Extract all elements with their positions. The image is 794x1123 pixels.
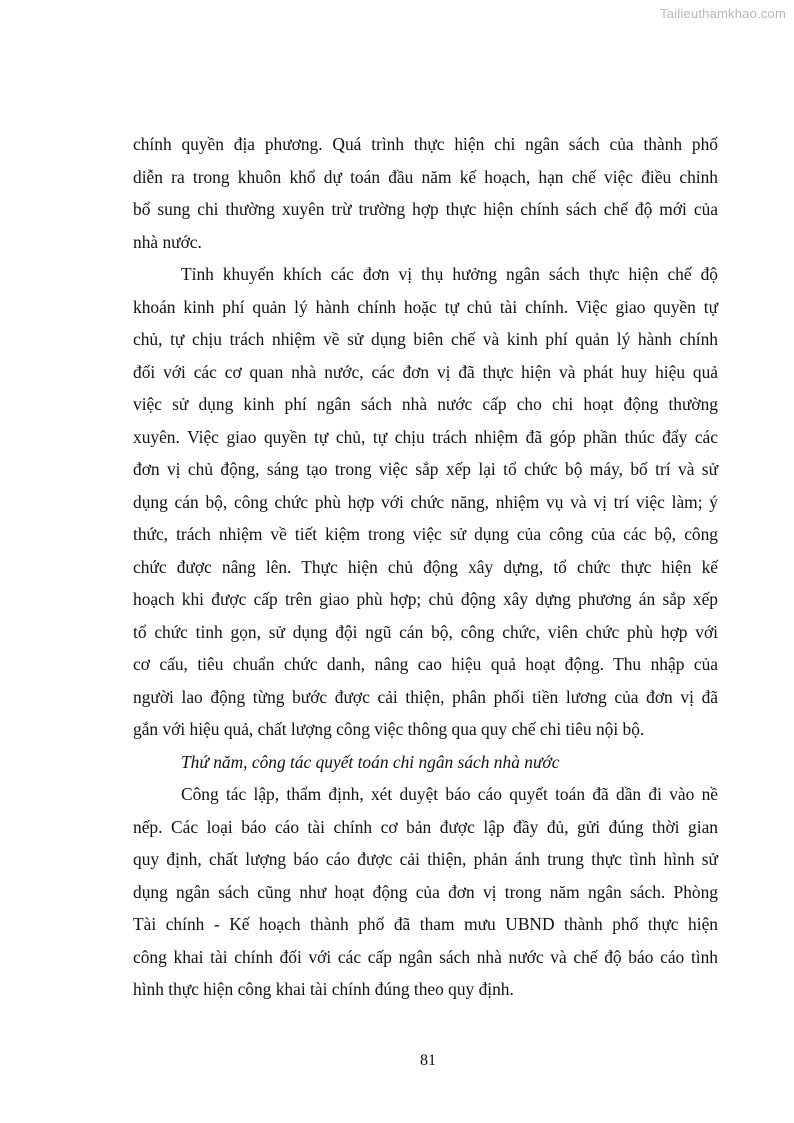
paragraph-first-line: Công tác lập, thẩm định, xét duyệt báo cáo quyết toán đã dần đi vào nề	[181, 784, 718, 804]
body-line: đơn vị chủ động, sáng tạo trong việc sắp xếp lại tổ chức bộ máy, bố trí và sử	[133, 459, 718, 479]
body-line: nhà nước.	[133, 231, 202, 252]
body-line: thức, trách nhiệm về tiết kiệm trong việc sử dụng của công của các bộ, công	[133, 524, 718, 544]
body-line: gắn với hiệu quả, chất lượng công việc thông qua quy chế chi tiêu nội bộ.	[133, 719, 645, 739]
body-line: hình thực hiện công khai tài chính đúng theo quy định.	[133, 979, 514, 999]
body-line: chức được nâng lên. Thực hiện chủ động xây dựng, tổ chức thực hiện kế	[133, 556, 718, 577]
section-heading: Thứ năm, công tác quyết toán chi ngân sách nhà nước	[181, 751, 560, 772]
page-body	[133, 128, 718, 1006]
body-line: việc sử dụng kinh phí ngân sách nhà nước cấp cho chi hoạt động thường	[133, 394, 718, 414]
body-line: công khai tài chính đối với các cấp ngân sách nhà nước và chế độ báo cáo tình	[133, 946, 718, 967]
body-line: cơ cấu, tiêu chuẩn chức danh, nâng cao hiệu quả hoạt động. Thu nhập của	[133, 654, 718, 674]
body-line: xuyên. Việc giao quyền tự chủ, tự chịu trách nhiệm đã góp phần thúc đẩy các	[133, 426, 718, 447]
body-line: bổ sung chi thường xuyên trừ trường hợp thực hiện chính sách chế độ mới của	[133, 199, 718, 219]
body-line: dụng cán bộ, công chức phù hợp với chức năng, nhiệm vụ và vị trí việc làm; ý	[133, 491, 718, 512]
body-line: đối với các cơ quan nhà nước, các đơn vị đã thực hiện và phát huy hiệu quả	[133, 361, 718, 382]
body-line: tổ chức tinh gọn, sử dụng đội ngũ cán bộ, công chức, viên chức phù hợp với	[133, 621, 718, 642]
body-line: người lao động từng bước được cải thiện, phân phối tiền lương của đơn vị đã	[133, 686, 718, 707]
paragraph-first-line: Tỉnh khuyến khích các đơn vị thụ hưởng ngân sách thực hiện chế độ	[181, 264, 718, 284]
body-line: nếp. Các loại báo cáo tài chính cơ bản được lập đầy đủ, gửi đúng thời gian	[133, 816, 718, 837]
watermark: Tailieuthamkhao.com	[660, 6, 786, 21]
body-line: quy định, chất lượng báo cáo được cải thiện, phản ánh trung thực tình hình sử	[133, 849, 718, 869]
body-line: chính quyền địa phương. Quá trình thực hiện chi ngân sách của thành phố	[133, 134, 718, 154]
body-line: dụng ngân sách cũng như hoạt động của đơn vị trong năm ngân sách. Phòng	[133, 881, 718, 902]
body-line: chủ, tự chịu trách nhiệm về sử dụng biên chế và kinh phí quản lý hành chính	[133, 329, 718, 349]
body-line: Tài chính - Kế hoạch thành phố đã tham mưu UBND thành phố thực hiện	[133, 914, 718, 934]
body-line: hoạch khi được cấp trên giao phù hợp; chủ động xây dựng phương án sắp xếp	[133, 589, 718, 609]
page-number: 81	[420, 1052, 436, 1069]
body-line: diễn ra trong khuôn khổ dự toán đầu năm kế hoạch, hạn chế việc điều chỉnh	[133, 166, 718, 187]
body-line: khoán kinh phí quản lý hành chính hoặc tự chủ tài chính. Việc giao quyền tự	[133, 296, 718, 317]
